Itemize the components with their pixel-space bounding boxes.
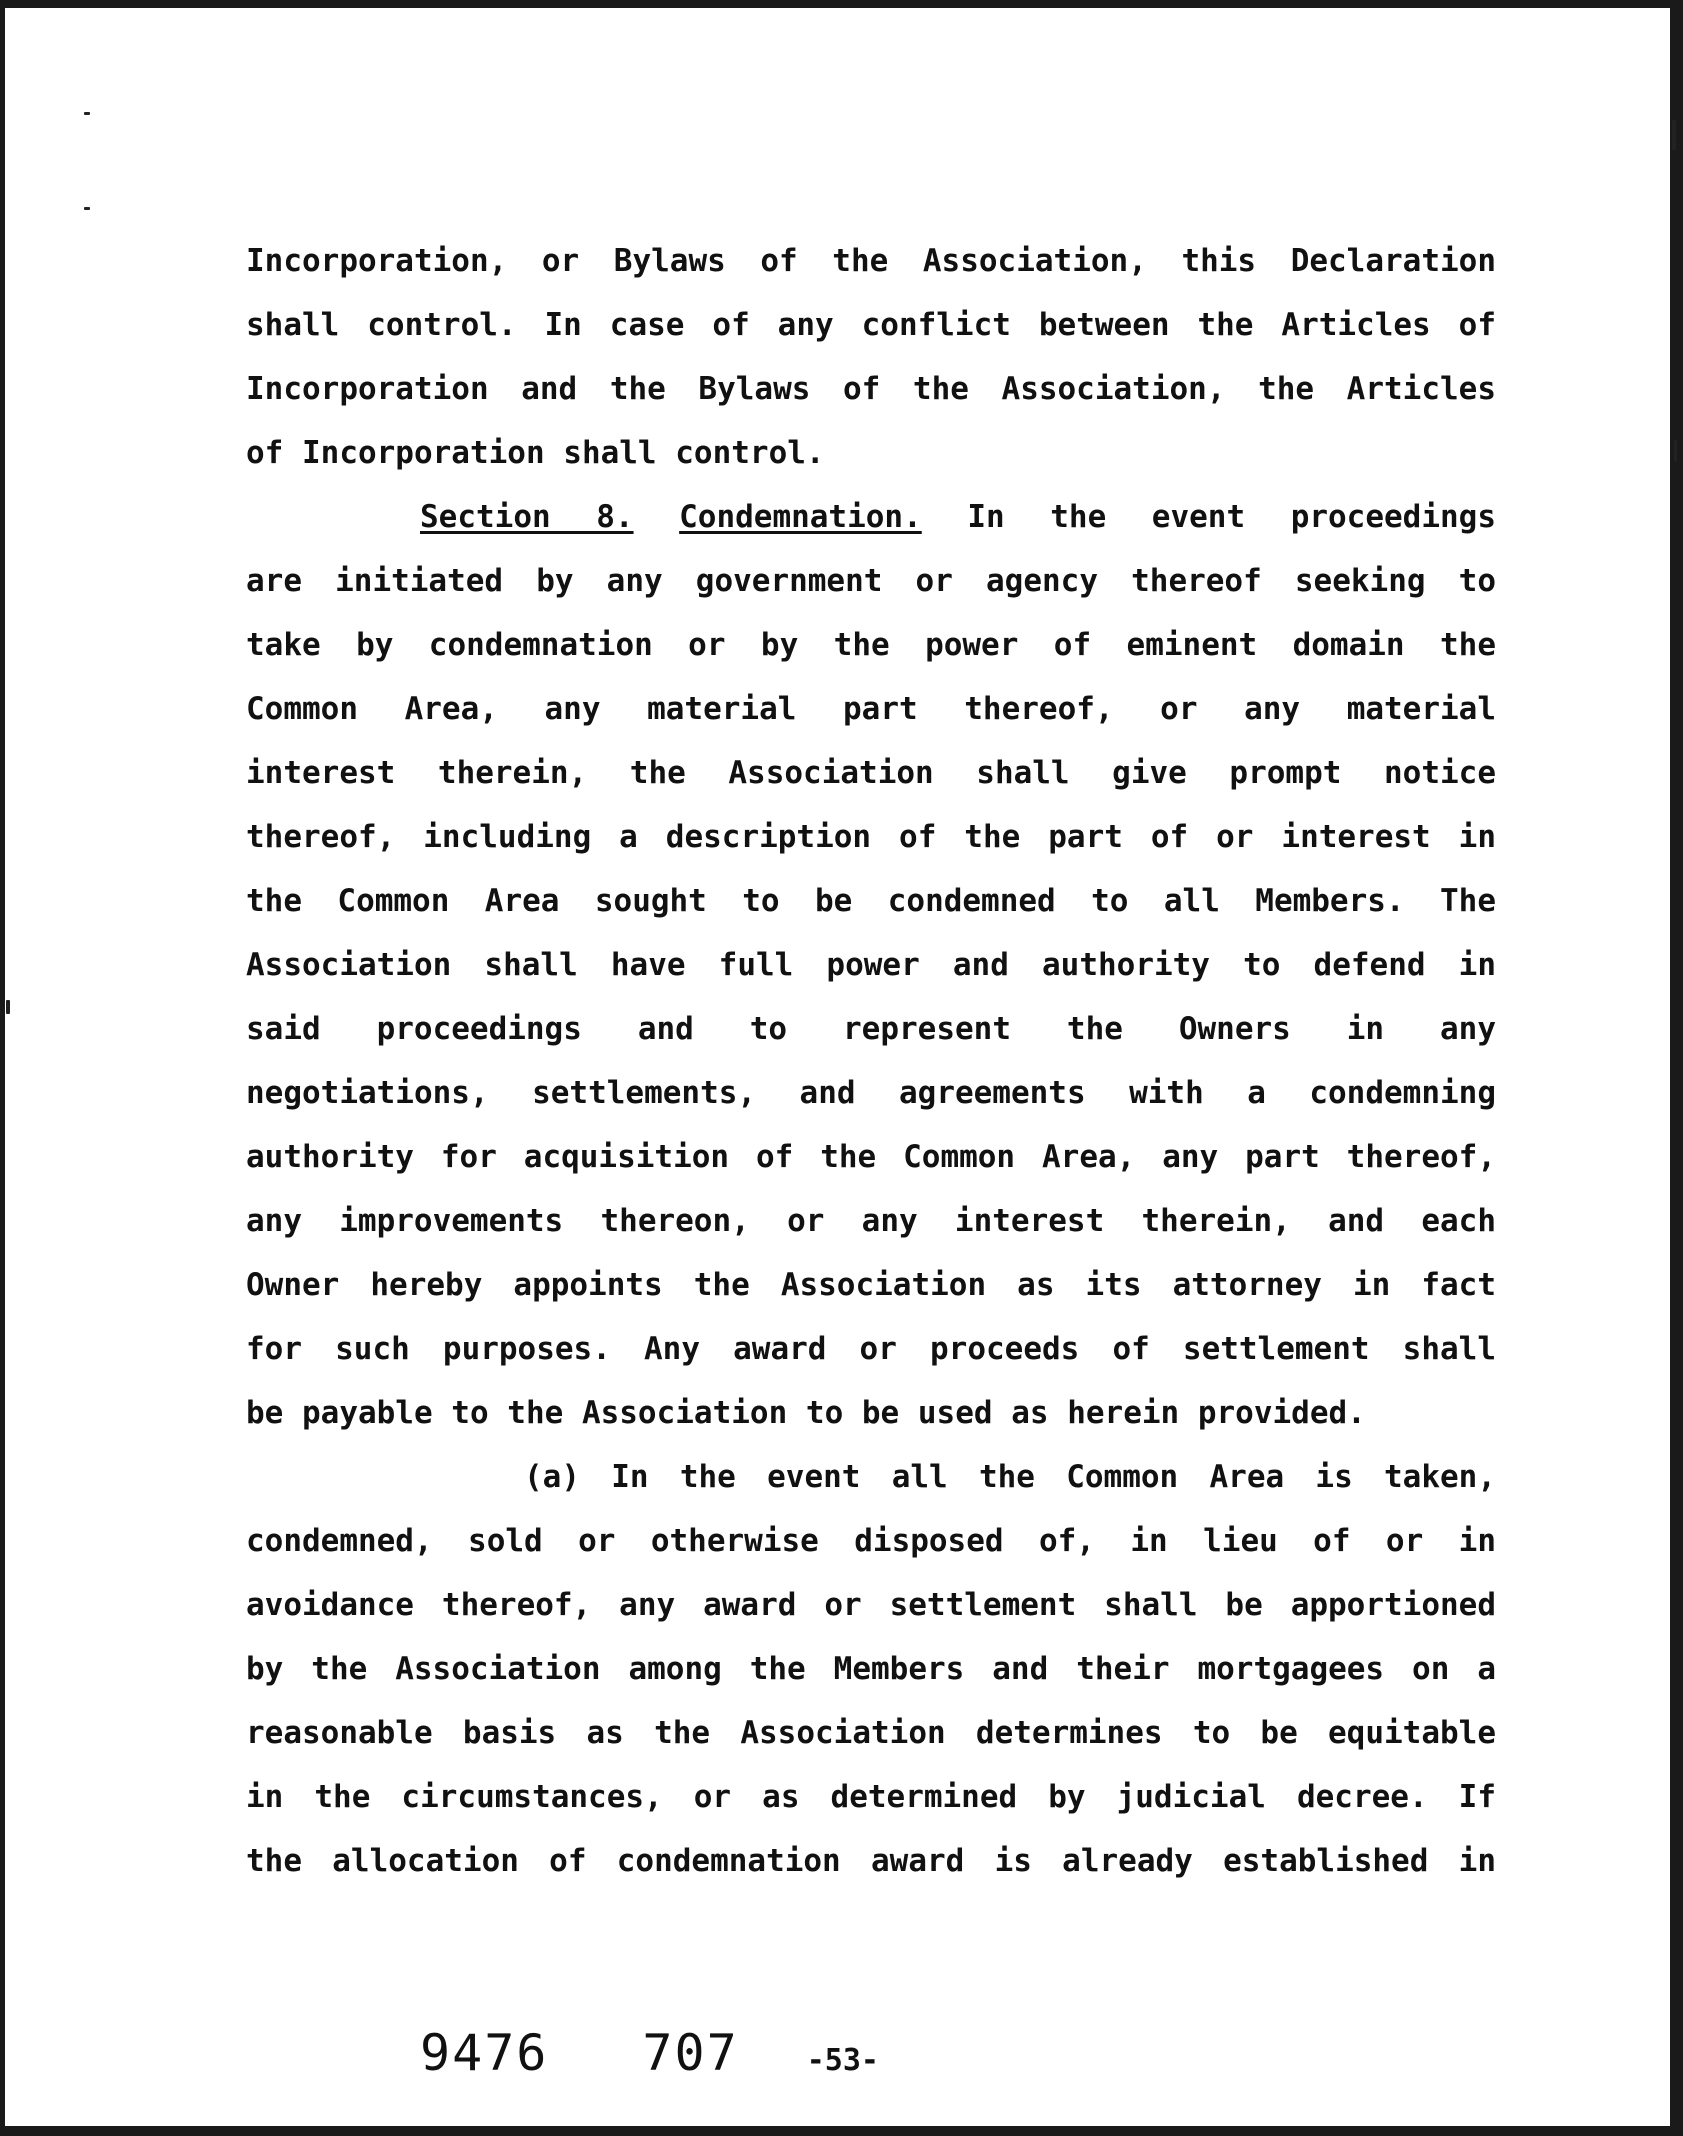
scan-speck (6, 1000, 10, 1014)
text-line: avoidance thereof, any award or settlement shall be apportioned (246, 1587, 1496, 1623)
section-label: Section 8. (420, 499, 634, 535)
text-line: authority for acquisition of the Common Area, any part thereof, (246, 1139, 1496, 1175)
text-line: be payable to the Association to be used as herein provided. (246, 1395, 1366, 1431)
page-footer (420, 2024, 879, 2094)
text-line: are initiated by any government or agency thereof seeking to (246, 563, 1496, 599)
scan-speck (84, 207, 90, 210)
scan-speck (1672, 120, 1676, 150)
text-line: Association shall have full power and authority to defend in (246, 947, 1496, 983)
section-first-text: In the event proceedings (967, 499, 1496, 535)
text-line: said proceedings and to represent the Owners in any (246, 1011, 1496, 1047)
text-line: by the Association among the Members and their mortgagees on a (246, 1651, 1496, 1687)
document-page-number: -53- (806, 2043, 879, 2078)
text-line: shall control. In case of any conflict between the Articles of (246, 307, 1496, 343)
record-page-number: 707 (642, 2024, 739, 2082)
text-line: the allocation of condemnation award is already established in (246, 1843, 1496, 1879)
subsection-a-line: (a) In the event all the Common Area is taken, (524, 1459, 1496, 1495)
text-line: negotiations, settlements, and agreements with a condemning (246, 1075, 1496, 1111)
scan-speck (84, 112, 90, 115)
text-line: the Common Area sought to be condemned to all Members. The (246, 883, 1496, 919)
text-line: condemned, sold or otherwise disposed of, in lieu of or in (246, 1523, 1496, 1559)
text-line: of Incorporation shall control. (246, 435, 825, 471)
text-line: Owner hereby appoints the Association as its attorney in fact (246, 1267, 1496, 1303)
text-line: Common Area, any material part thereof, or any material (246, 691, 1496, 727)
text-line: for such purposes. Any award or proceeds of settlement shall (246, 1331, 1496, 1367)
section-heading-line (246, 494, 1496, 558)
text-line: thereof, including a description of the part of or interest in (246, 819, 1496, 855)
section-title: Condemnation. (679, 499, 922, 535)
scan-speck (1674, 440, 1677, 462)
text-line: take by condemnation or by the power of eminent domain the (246, 627, 1496, 663)
document-body (246, 238, 1496, 1902)
text-line: interest therein, the Association shall give prompt notice (246, 755, 1496, 791)
text-line: Incorporation and the Bylaws of the Association, the Articles (246, 371, 1496, 407)
text-line: in the circumstances, or as determined by judicial decree. If (246, 1779, 1496, 1815)
text-line: reasonable basis as the Association determines to be equitable (246, 1715, 1496, 1751)
book-number: 9476 (420, 2024, 549, 2082)
text-line: Incorporation, or Bylaws of the Association, this Declaration (246, 243, 1496, 279)
text-line: any improvements thereon, or any interest therein, and each (246, 1203, 1496, 1239)
